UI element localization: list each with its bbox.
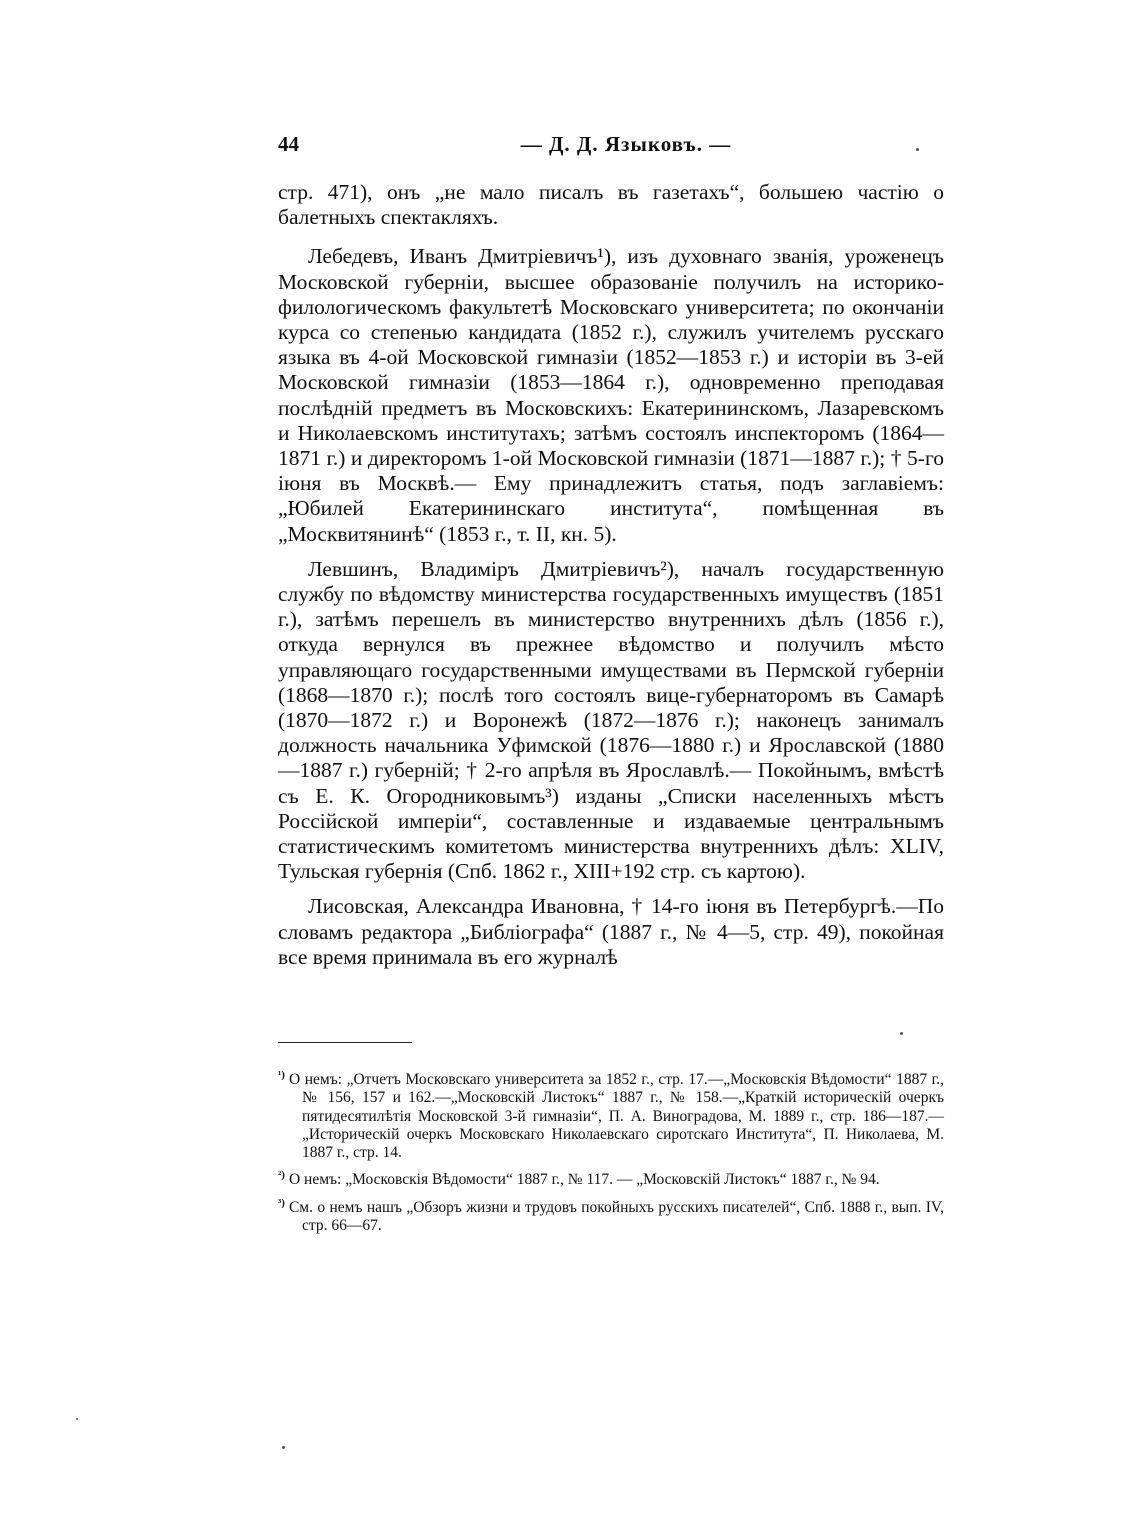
footnote-marker: ¹) bbox=[278, 1069, 285, 1081]
footnote-marker: ²) bbox=[278, 1169, 285, 1182]
footnotes bbox=[278, 1066, 944, 1239]
footnote-marker: ³) bbox=[278, 1196, 285, 1209]
footnote-1 bbox=[278, 1066, 944, 1162]
footnote-text: О немъ: „Московскія Вѣдомости“ 1887 г., № 117. — „Московскій Листокъ“ 1887 г., № 94. bbox=[288, 1171, 880, 1189]
page-header bbox=[278, 132, 944, 166]
paragraph-continuation: стр. 471), онъ „не мало писалъ въ газетахъ“, большею частію о балетныхъ спектакляхъ. bbox=[278, 180, 944, 230]
paragraph-levshin: Левшинъ, Владиміръ Дмитріевичъ²), началъ государственную службу по вѣдомству министерства государственныхъ имуществъ (1851 г.), затѣмъ перешелъ въ министерство внутреннихъ дѣлъ (1856 г.), откуда вернулся въ прежнее вѣдомство и получилъ мѣсто управляющаго государственными имуществами въ Пермской губерніи (1868—1870 г.); послѣ того состоялъ вице-губернаторомъ въ Самарѣ (1870—1872 г.) и Воронежѣ (1872—1876 г.); наконецъ занималъ должность начальника Уфимской (1876—1880 г.) и Ярославской (1880—1887 г.) губерній; † 2-го апрѣля въ Ярославлѣ.— Покойнымъ, вмѣстѣ съ Е. К. Огородниковымъ³) изданы „Списки населенныхъ мѣстъ Россійской имперіи“, составленные и издаваемые центральнымъ статистическимъ комитетомъ министерства внутреннихъ дѣлъ: XLIV, Тульская губернія (Спб. 1862 г., XIII+192 стр. съ картою). bbox=[278, 556, 944, 884]
scan-speck bbox=[916, 148, 919, 151]
scan-speck bbox=[900, 1032, 903, 1035]
footnote-text: О немъ: „Отчетъ Московскаго университета за 1852 г., стр. 17.—„Московскія Вѣдомости“ 1887 г., № 156, 157 и 162.—„Московскій Листокъ“ 1887 г., № 158.—„Краткій историческій очеркъ пятидесятилѣтія Московской 3-й гимназіи“, П. А. Виноградова, М. 1889 г., стр. 186—187.—„Историческій очеркъ Московскаго Николаевскаго сиротскаго Института“, П. Николаева, М. 1887 г., стр. 14. bbox=[288, 1071, 944, 1161]
running-title: — Д. Д. Языковъ. — bbox=[520, 132, 732, 156]
footnote-3 bbox=[278, 1194, 944, 1236]
footnote-divider bbox=[278, 1042, 412, 1043]
main-text bbox=[278, 180, 944, 980]
scan-speck bbox=[76, 1418, 78, 1420]
page-number: 44 bbox=[278, 132, 299, 156]
paragraph-lebedev: Лебедевъ, Иванъ Дмитріевичъ¹), изъ духовнаго званія, уроженецъ Московской губерніи, высшее образованіе получилъ на историко-филологическомъ факультетѣ Московскаго университета; по окончаніи курса со степенью кандидата (1852 г.), служилъ учителемъ русскаго языка въ 4-ой Московской гимназіи (1852—1853 г.) и исторіи въ 3-ей Московской гимназіи (1853—1864 г.), одновременно преподавая послѣдній предметъ въ Московскихъ: Екатерининскомъ, Лазаревскомъ и Николаевскомъ институтахъ; затѣмъ состоялъ инспекторомъ (1864—1871 г.) и директоромъ 1-ой Московской гимназіи (1871—1887 г.); † 5-го іюня въ Москвѣ.— Ему принадлежитъ статья, подъ заглавіемъ: „Юбилей Екатерининскаго института“, помѣщенная въ „Москвитянинѣ“ (1853 г., т. II, кн. 5). bbox=[278, 244, 944, 546]
footnote-text: См. о немъ нашъ „Обзоръ жизни и трудовъ покойныхъ русскихъ писателей“, Спб. 1888 г., вып. IV, стр. 66—67. bbox=[288, 1198, 944, 1234]
paragraph-lisovskaya: Лисовская, Александра Ивановна, † 14-го іюня въ Петербургѣ.—По словамъ редактора „Библіографа“ (1887 г., № 4—5, стр. 49), покойная все время принимала въ его журналѣ bbox=[278, 894, 944, 969]
footnote-2 bbox=[278, 1166, 944, 1189]
scan-speck bbox=[282, 1446, 285, 1449]
